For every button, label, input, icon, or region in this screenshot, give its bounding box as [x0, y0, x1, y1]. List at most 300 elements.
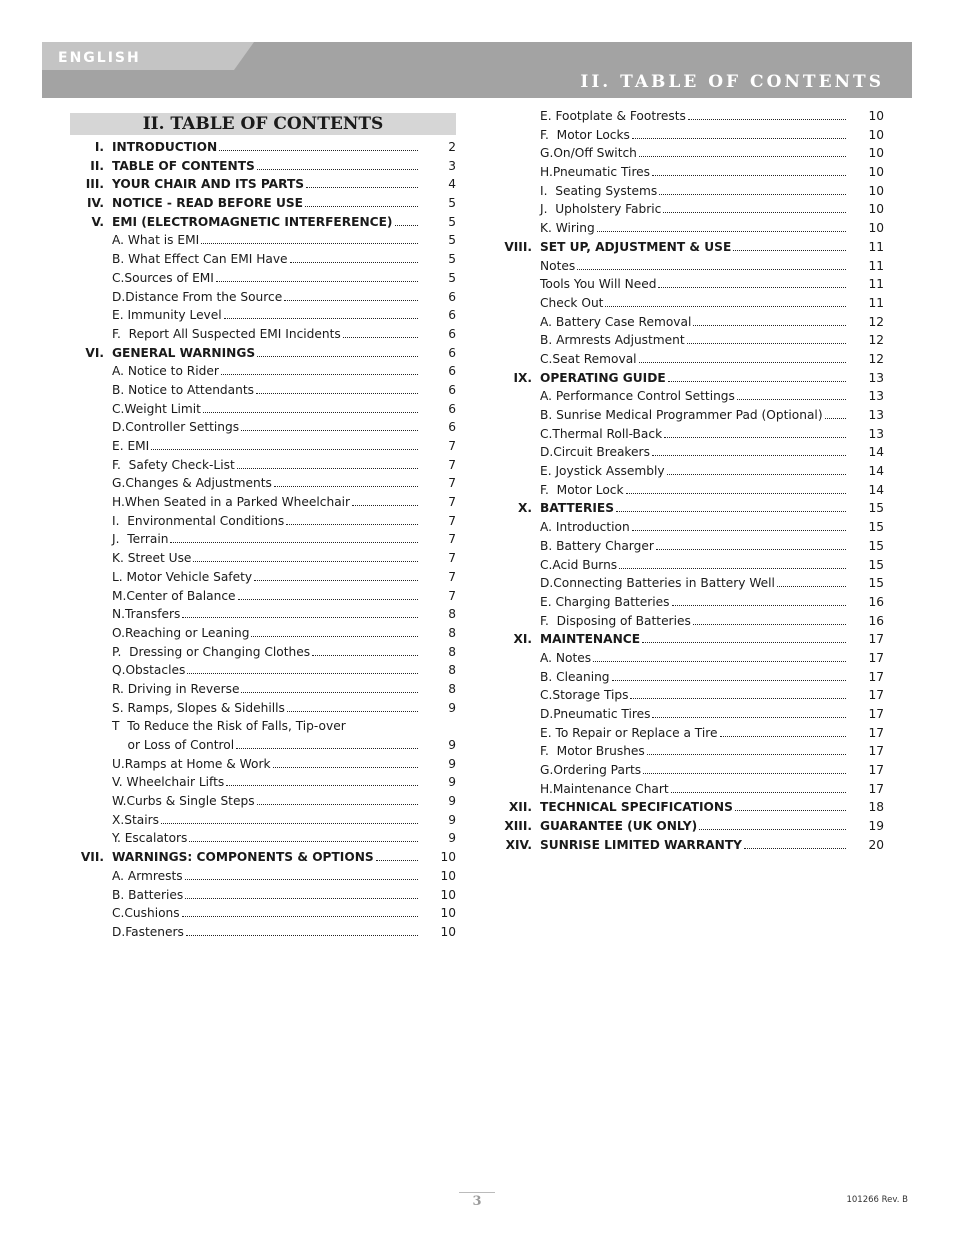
toc-entry-page: 5 — [448, 214, 456, 229]
toc-entry-leader — [238, 587, 418, 600]
toc-entry-numeral: III. — [85, 177, 104, 192]
toc-entry-label: B. Battery Charger — [540, 538, 654, 553]
toc-entry-leader — [395, 213, 418, 226]
header-section-title: II. TABLE OF CONTENTS — [580, 72, 884, 92]
toc-subsection-entry — [498, 724, 884, 743]
toc-subsection-entry — [70, 381, 456, 400]
toc-entry-label: A. Notes — [540, 650, 592, 665]
toc-entry-page: 18 — [868, 800, 884, 815]
toc-entry-page: 10 — [868, 109, 884, 123]
toc-entry-label: C.Sources of EMI — [112, 270, 214, 285]
toc-subsection-entry — [498, 742, 884, 761]
toc-entry-label: YOUR CHAIR AND ITS PARTS — [112, 177, 305, 192]
toc-entry-numeral: VII. — [80, 850, 104, 865]
toc-subsection-entry — [70, 362, 456, 381]
toc-entry-leader — [274, 474, 418, 487]
toc-entry-label: D.Controller Settings — [112, 420, 240, 435]
toc-entry-label: TABLE OF CONTENTS — [112, 158, 255, 173]
toc-subsection-entry — [498, 612, 884, 631]
toc-subsection-entry — [498, 313, 884, 332]
toc-entry-page: 5 — [448, 233, 456, 248]
toc-entry-leader — [241, 680, 418, 693]
toc-entry-page: 17 — [868, 688, 884, 703]
toc-entry-leader — [744, 836, 846, 849]
toc-subsection-entry — [498, 331, 884, 350]
toc-entry-leader — [170, 530, 418, 543]
toc-entry-page: 7 — [448, 457, 456, 472]
toc-entry-page: 17 — [868, 744, 884, 759]
toc-entry-leader — [626, 481, 846, 494]
toc-entry-label: F. Motor Lock — [540, 482, 624, 497]
toc-entry-leader — [699, 817, 846, 830]
toc-entry-page: 10 — [868, 146, 884, 161]
toc-entry-label: F. Safety Check-List — [112, 457, 235, 472]
toc-entry-leader — [693, 313, 846, 326]
toc-entry-page: 8 — [448, 644, 456, 659]
toc-entry-leader — [663, 200, 846, 213]
toc-entry-label: G.Ordering Parts — [540, 763, 642, 778]
toc-entry-label: A. Notice to Rider — [112, 364, 219, 379]
toc-subsection-entry — [70, 231, 456, 250]
toc-entry-page: 8 — [448, 625, 456, 640]
toc-section-entry — [498, 369, 884, 388]
toc-entry-page: 5 — [448, 252, 456, 267]
toc-subsection-entry — [70, 437, 456, 456]
toc-entry-leader — [597, 219, 846, 232]
toc-entry-label: P. Dressing or Changing Clothes — [112, 644, 311, 659]
toc-entry-leader — [652, 163, 846, 176]
toc-entry-page: 10 — [440, 924, 456, 939]
toc-entry-leader — [185, 867, 418, 880]
toc-entry-label: Q.Obstacles — [112, 663, 186, 678]
toc-entry-leader — [251, 624, 418, 637]
toc-entry-label: E. EMI — [112, 439, 150, 453]
toc-right-column — [498, 107, 884, 855]
toc-entry-page: 5 — [448, 270, 456, 285]
toc-entry-page: 6 — [448, 420, 456, 435]
toc-entry-page: 8 — [448, 607, 456, 622]
toc-subsection-entry — [70, 549, 456, 568]
toc-subsection-entry — [498, 668, 884, 687]
toc-entry-leader — [216, 269, 418, 282]
toc-subsection-entry — [498, 425, 884, 444]
toc-section-entry — [498, 817, 884, 836]
toc-entry-page: 15 — [868, 576, 884, 591]
toc-entry-leader — [284, 288, 418, 301]
toc-subsection-entry — [498, 126, 884, 145]
toc-entry-label: B. Armrests Adjustment — [540, 333, 685, 348]
toc-section-entry — [70, 157, 456, 176]
toc-subsection-entry — [70, 886, 456, 905]
toc-entry-leader — [659, 182, 846, 195]
toc-entry-numeral: V. — [91, 214, 104, 229]
toc-entry-label: B. Notice to Attendants — [112, 382, 254, 397]
toc-section-entry — [70, 175, 456, 194]
toc-entry-page: 10 — [440, 850, 456, 865]
toc-entry-leader — [182, 904, 418, 917]
toc-entry-leader — [226, 773, 418, 786]
toc-entry-page: 6 — [448, 401, 456, 416]
toc-entry-page: 9 — [448, 812, 456, 827]
toc-entry-page: 6 — [448, 326, 456, 341]
toc-entry-label: G.Changes & Adjustments — [112, 476, 272, 491]
toc-subsection-entry — [70, 755, 456, 774]
toc-entry-label: SUNRISE LIMITED WARRANTY — [540, 837, 742, 852]
toc-entry-label: M.Center of Balance — [112, 588, 236, 603]
toc-entry-leader — [658, 275, 846, 288]
toc-entry-page: 6 — [448, 382, 456, 397]
toc-entry-leader — [257, 344, 418, 357]
toc-entry-leader — [643, 761, 846, 774]
document-code: 101266 Rev. B — [846, 1195, 908, 1205]
toc-entry-page: 9 — [448, 775, 456, 790]
header-band — [42, 42, 912, 98]
toc-subsection-entry — [70, 717, 456, 736]
toc-entry-label: A. What is EMI — [112, 233, 200, 248]
toc-entry-leader — [237, 456, 418, 469]
toc-subsection-entry — [70, 736, 456, 755]
toc-entry-label: A. Battery Case Removal — [540, 314, 692, 329]
toc-entry-leader — [616, 499, 846, 512]
toc-entry-page: 7 — [448, 532, 456, 547]
toc-entry-page: 15 — [868, 520, 884, 535]
toc-entry-label: L. Motor Vehicle Safety — [112, 569, 253, 584]
toc-entry-label: OPERATING GUIDE — [540, 370, 666, 385]
toc-entry-label: T To Reduce the Risk of Falls, Tip-over — [112, 719, 346, 734]
toc-entry-page: 6 — [448, 308, 456, 323]
toc-entry-label: C.Seat Removal — [540, 351, 637, 366]
toc-entry-page: 13 — [868, 370, 884, 385]
toc-subsection-entry — [498, 705, 884, 724]
toc-entry-label: F. Report All Suspected EMI Incidents — [112, 326, 341, 341]
toc-entry-leader — [257, 792, 418, 805]
toc-entry-page: 11 — [868, 258, 884, 273]
toc-subsection-entry — [70, 456, 456, 475]
toc-subsection-entry — [70, 867, 456, 886]
toc-section-entry — [498, 238, 884, 257]
toc-entry-label: B. Sunrise Medical Programmer Pad (Optional) — [540, 408, 823, 422]
toc-subsection-entry — [498, 593, 884, 612]
toc-entry-page: 7 — [448, 439, 456, 453]
toc-entry-leader — [352, 493, 418, 506]
toc-subsection-entry — [70, 306, 456, 325]
toc-entry-leader — [151, 437, 418, 450]
toc-subsection-entry — [70, 250, 456, 269]
toc-entry-label: E. To Repair or Replace a Tire — [540, 725, 718, 740]
toc-entry-leader — [642, 630, 846, 643]
toc-entry-label: A. Armrests — [112, 868, 183, 883]
toc-entry-leader — [667, 462, 846, 475]
toc-entry-label: D.Connecting Batteries in Battery Well — [540, 576, 775, 591]
toc-entry-leader — [652, 705, 846, 718]
toc-section-entry — [498, 798, 884, 817]
toc-entry-numeral: VIII. — [504, 239, 532, 254]
toc-entry-leader — [201, 231, 418, 244]
toc-entry-leader — [290, 250, 418, 263]
toc-entry-label: A. Performance Control Settings — [540, 389, 735, 404]
toc-subsection-entry — [498, 574, 884, 593]
toc-entry-page: 11 — [868, 239, 884, 254]
toc-subsection-entry — [70, 699, 456, 718]
toc-entry-leader — [221, 362, 418, 375]
toc-entry-label: J. Terrain — [112, 532, 169, 547]
toc-entry-label: C.Acid Burns — [540, 557, 618, 572]
toc-entry-leader — [257, 157, 418, 170]
toc-entry-leader — [632, 518, 846, 531]
toc-entry-leader — [735, 798, 846, 811]
toc-entry-page: 9 — [448, 738, 456, 752]
toc-subsection-entry — [70, 811, 456, 830]
toc-subsection-entry — [498, 275, 884, 294]
toc-entry-label: J. Upholstery Fabric — [540, 202, 662, 217]
toc-entry-leader — [189, 829, 418, 842]
toc-entry-label: O.Reaching or Leaning — [112, 625, 250, 640]
toc-entry-label: E. Immunity Level — [112, 308, 222, 323]
footer-divider — [459, 1192, 495, 1193]
toc-entry-numeral: XIV. — [505, 837, 532, 852]
toc-subsection-entry — [70, 288, 456, 307]
toc-entry-label: C.Thermal Roll-Back — [540, 426, 663, 441]
toc-section-entry — [498, 836, 884, 855]
language-label: ENGLISH — [58, 50, 141, 66]
toc-subsection-entry — [70, 792, 456, 811]
toc-entry-page: 9 — [448, 700, 456, 715]
toc-subsection-entry — [498, 163, 884, 182]
toc-subsection-entry — [498, 780, 884, 799]
toc-entry-leader — [254, 568, 418, 581]
toc-entry-page: 6 — [448, 345, 456, 360]
toc-entry-page: 17 — [868, 707, 884, 721]
toc-entry-leader — [185, 886, 418, 899]
toc-entry-leader — [286, 512, 418, 525]
toc-entry-page: 10 — [440, 868, 456, 883]
toc-entry-page: 10 — [868, 165, 884, 180]
toc-entry-page: 14 — [868, 464, 884, 479]
toc-subsection-entry — [70, 530, 456, 549]
toc-entry-page: 9 — [448, 794, 456, 809]
toc-entry-label: N.Transfers — [112, 607, 181, 622]
toc-entry-page: 17 — [868, 763, 884, 778]
toc-left-column — [70, 138, 456, 942]
toc-subsection-entry — [70, 418, 456, 437]
toc-entry-leader — [612, 668, 846, 681]
toc-entry-label: U.Ramps at Home & Work — [112, 756, 271, 771]
toc-entry-label: V. Wheelchair Lifts — [112, 775, 225, 790]
toc-entry-label: Notes — [540, 258, 576, 273]
toc-entry-label: D.Distance From the Source — [112, 289, 283, 304]
toc-section-entry — [70, 848, 456, 867]
page-number: 3 — [472, 1194, 482, 1209]
toc-entry-label: MAINTENANCE — [540, 632, 641, 647]
toc-entry-leader — [376, 848, 418, 861]
toc-entry-leader — [305, 194, 418, 207]
toc-entry-label: C.Cushions — [112, 906, 180, 921]
toc-entry-page: 10 — [440, 906, 456, 921]
toc-subsection-entry — [70, 493, 456, 512]
toc-entry-numeral: XII. — [508, 800, 532, 815]
toc-subsection-entry — [498, 518, 884, 537]
toc-entry-label: Check Out — [540, 295, 604, 310]
toc-entry-leader — [256, 381, 418, 394]
toc-entry-leader — [187, 661, 418, 674]
toc-entry-page: 7 — [448, 551, 456, 566]
toc-subsection-entry — [498, 200, 884, 219]
toc-entry-label: F. Disposing of Batteries — [540, 613, 691, 628]
toc-entry-page: 14 — [868, 482, 884, 497]
toc-subsection-entry — [498, 350, 884, 369]
toc-subsection-entry — [498, 107, 884, 126]
toc-entry-page: 10 — [868, 183, 884, 198]
toc-subsection-entry — [70, 661, 456, 680]
toc-entry-leader — [656, 537, 846, 550]
toc-entry-leader — [605, 294, 846, 307]
toc-entry-page: 17 — [868, 725, 884, 740]
toc-entry-leader — [647, 742, 846, 755]
toc-entry-label: S. Ramps, Slopes & Sidehills — [112, 700, 285, 715]
toc-entry-page: 4 — [448, 177, 456, 192]
toc-subsection-entry — [498, 443, 884, 462]
toc-subsection-entry — [70, 587, 456, 606]
toc-entry-page: 17 — [868, 669, 884, 684]
toc-subsection-entry — [70, 643, 456, 662]
toc-entry-page: 14 — [868, 445, 884, 460]
toc-entry-leader — [652, 443, 846, 456]
toc-entry-label: C.Storage Tips — [540, 688, 629, 703]
toc-entry-label: B. Cleaning — [540, 669, 610, 684]
toc-entry-page: 15 — [868, 557, 884, 572]
toc-subsection-entry — [498, 406, 884, 425]
toc-entry-page: 13 — [868, 389, 884, 404]
toc-entry-page: 10 — [868, 202, 884, 217]
toc-entry-leader — [639, 350, 846, 363]
toc-entry-numeral: VI. — [85, 345, 104, 360]
toc-entry-leader — [720, 724, 846, 737]
toc-section-entry — [498, 499, 884, 518]
toc-entry-label: SET UP, ADJUSTMENT & USE — [540, 239, 732, 254]
toc-entry-leader — [224, 306, 418, 319]
toc-entry-label: D.Circuit Breakers — [540, 445, 650, 460]
toc-subsection-entry — [498, 144, 884, 163]
toc-entry-page: 10 — [868, 127, 884, 142]
toc-entry-page: 6 — [448, 364, 456, 379]
toc-entry-leader — [630, 686, 846, 699]
toc-entry-label: W.Curbs & Single Steps — [112, 794, 255, 809]
toc-subsection-entry — [498, 182, 884, 201]
toc-entry-numeral: IV. — [86, 196, 104, 211]
toc-entry-label: H.Maintenance Chart — [540, 781, 669, 796]
toc-entry-leader — [639, 144, 846, 157]
toc-entry-leader — [672, 593, 846, 606]
toc-entry-leader — [161, 811, 418, 824]
toc-entry-label: E. Charging Batteries — [540, 594, 670, 609]
toc-entry-label: BATTERIES — [540, 501, 615, 516]
toc-entry-numeral: II. — [90, 158, 104, 173]
toc-entry-page: 13 — [868, 408, 884, 422]
toc-entry-leader — [203, 400, 418, 413]
toc-entry-page: 7 — [448, 588, 456, 603]
toc-entry-numeral: X. — [517, 501, 532, 516]
toc-entry-label: A. Introduction — [540, 520, 630, 535]
toc-subsection-entry — [70, 680, 456, 699]
toc-entry-page: 10 — [868, 221, 884, 236]
toc-subsection-entry — [498, 257, 884, 276]
toc-entry-leader — [687, 331, 846, 344]
toc-entry-page: 5 — [448, 196, 456, 211]
toc-entry-leader — [777, 574, 846, 587]
toc-entry-leader — [693, 612, 846, 625]
toc-entry-page: 17 — [868, 650, 884, 665]
toc-entry-page: 12 — [868, 314, 884, 329]
toc-entry-label: X.Stairs — [112, 812, 159, 827]
toc-entry-numeral: IX. — [513, 370, 532, 385]
toc-entry-page: 11 — [868, 295, 884, 310]
toc-section-entry — [70, 344, 456, 363]
toc-subsection-entry — [498, 761, 884, 780]
toc-entry-page: 20 — [868, 837, 884, 852]
toc-entry-page: 15 — [868, 538, 884, 553]
toc-entry-page: 9 — [448, 831, 456, 846]
toc-section-entry — [70, 138, 456, 157]
toc-section-entry — [498, 630, 884, 649]
toc-entry-page: 3 — [448, 158, 456, 173]
toc-entry-label: G.On/Off Switch — [540, 146, 637, 161]
toc-entry-leader — [664, 425, 846, 438]
toc-entry-numeral: I. — [94, 140, 104, 154]
toc-entry-label: GUARANTEE (UK ONLY) — [540, 819, 698, 834]
toc-entry-leader — [737, 387, 846, 400]
toc-entry-leader — [671, 780, 846, 793]
toc-entry-label: or Loss of Control — [112, 738, 235, 752]
toc-entry-leader — [733, 238, 846, 251]
toc-entry-leader — [236, 736, 418, 749]
toc-entry-page: 7 — [448, 569, 456, 584]
toc-entry-page: 19 — [868, 819, 884, 834]
toc-entry-page: 7 — [448, 476, 456, 491]
toc-entry-label: E. Footplate & Footrests — [540, 109, 686, 123]
toc-entry-page: 16 — [868, 613, 884, 628]
toc-entry-page: 12 — [868, 333, 884, 348]
toc-entry-label: R. Driving in Reverse — [112, 681, 240, 696]
toc-entry-label: B. What Effect Can EMI Have — [112, 252, 288, 267]
toc-entry-label: EMI (ELECTROMAGNETIC INTERFERENCE) — [112, 214, 393, 229]
toc-entry-label: F. Motor Brushes — [540, 744, 645, 759]
toc-entry-numeral: XI. — [513, 632, 532, 647]
toc-subsection-entry — [498, 686, 884, 705]
toc-entry-page: 11 — [868, 277, 884, 292]
toc-entry-page: 9 — [448, 756, 456, 771]
toc-entry-label: I. Seating Systems — [540, 183, 658, 198]
toc-subsection-entry — [70, 605, 456, 624]
language-tab — [42, 42, 234, 70]
toc-entry-leader — [593, 649, 846, 662]
toc-entry-leader — [287, 699, 418, 712]
toc-entry-label: E. Joystick Assembly — [540, 464, 665, 479]
toc-subsection-entry — [498, 481, 884, 500]
toc-subsection-entry — [70, 269, 456, 288]
toc-entry-numeral: XIII. — [504, 819, 532, 834]
toc-subsection-entry — [70, 512, 456, 531]
toc-entry-page: 17 — [868, 781, 884, 796]
toc-entry-page: 10 — [440, 887, 456, 902]
toc-entry-page: 8 — [448, 681, 456, 696]
toc-entry-leader — [343, 325, 418, 338]
toc-subsection-entry — [70, 829, 456, 848]
toc-entry-page: 15 — [868, 501, 884, 516]
toc-entry-label: NOTICE - READ BEFORE USE — [112, 196, 303, 211]
toc-entry-page: 17 — [868, 632, 884, 647]
toc-entry-leader — [273, 755, 418, 768]
toc-subsection-entry — [498, 649, 884, 668]
